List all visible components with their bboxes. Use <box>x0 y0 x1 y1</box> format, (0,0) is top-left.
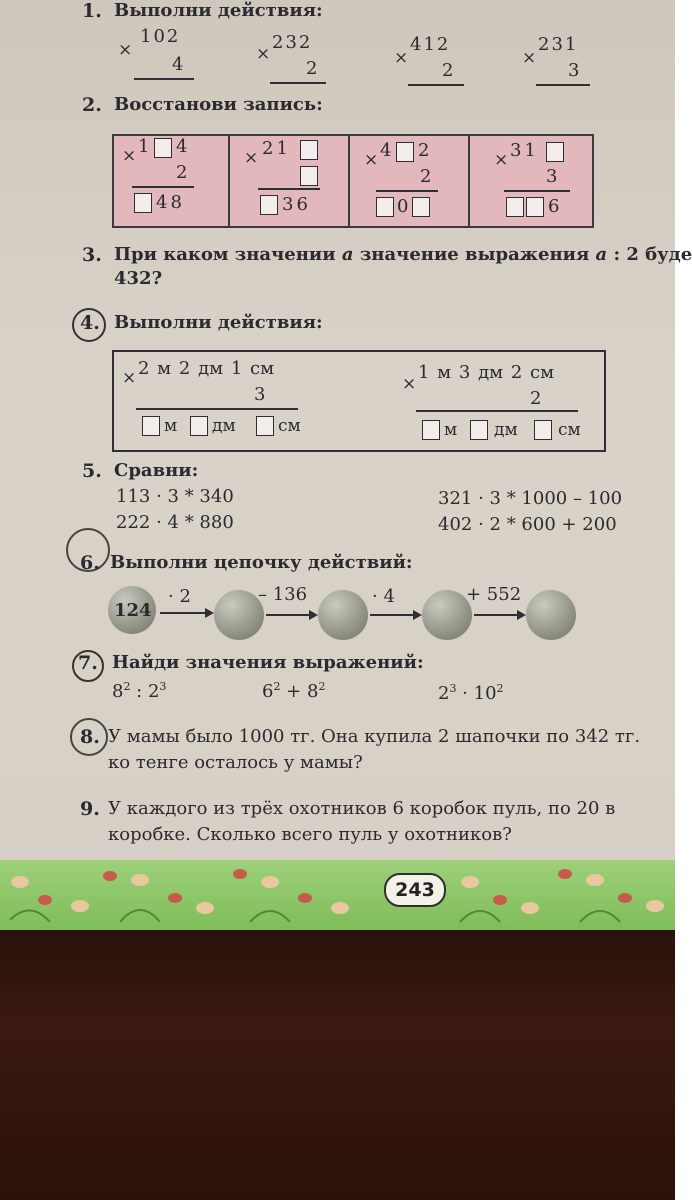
answer-box[interactable] <box>134 193 152 213</box>
task-5-left-1: 113 · 3 * 340 <box>116 486 234 507</box>
multiply-sign: × <box>364 150 379 170</box>
exponent: 3 <box>449 682 457 695</box>
task-4-right-multiplier: 2 <box>530 388 542 409</box>
task-5-right-2: 402 · 2 * 600 + 200 <box>438 514 617 535</box>
cell-2-top-digits: 21 <box>262 138 291 159</box>
task-3-question <box>114 244 692 265</box>
answer-box[interactable] <box>422 420 440 440</box>
answer-box[interactable] <box>190 416 208 436</box>
task-9-number: 9. <box>80 798 100 820</box>
answer-box[interactable] <box>154 138 172 158</box>
exponent: 2 <box>123 680 131 693</box>
answer-box[interactable] <box>546 142 564 162</box>
underline <box>536 84 590 86</box>
chain-op-4: + 552 <box>466 584 522 605</box>
task-7-expr-3 <box>438 682 504 704</box>
underline <box>134 78 194 80</box>
exponent: 3 <box>159 680 167 693</box>
task-6-number: 6. <box>80 552 100 574</box>
arrow-icon <box>370 614 420 616</box>
task-1-item-3-top: 412 <box>410 34 451 55</box>
cell-1-top-digit: 4 <box>176 136 188 157</box>
exponent: 2 <box>496 682 504 695</box>
task-7-expr-1 <box>112 680 166 702</box>
task-4-left-expression: 2 м 2 дм 1 см <box>138 358 275 379</box>
arrow-icon <box>474 614 524 616</box>
answer-box[interactable] <box>376 197 394 217</box>
base: 8 <box>306 681 319 702</box>
underline <box>270 82 326 84</box>
task-9-line-1: У каждого из трёх охотников 6 коробок пуль, по 20 в <box>108 798 616 819</box>
task-3-line-2: 432? <box>114 268 163 289</box>
answer-box[interactable] <box>300 166 318 186</box>
multiply-sign: × <box>122 146 137 166</box>
operator: · <box>456 683 474 704</box>
task-1-item-4-bottom: 3 <box>568 60 580 81</box>
task-3-text: значение выражения <box>353 244 596 265</box>
task-7-number: 7. <box>78 652 98 674</box>
chain-start-value: 124 <box>114 600 152 621</box>
unit-cm: см <box>278 416 301 436</box>
wooden-table-surface <box>0 930 675 1200</box>
task-5-left-2: 222 · 4 * 880 <box>116 512 234 533</box>
answer-box[interactable] <box>526 197 544 217</box>
task-1-item-1-top: 102 <box>140 26 181 47</box>
answer-box[interactable] <box>534 420 552 440</box>
chain-ball-2[interactable] <box>318 590 368 640</box>
unit-cm: см <box>558 420 581 440</box>
task-4-title: Выполни действия: <box>114 312 323 333</box>
task-1-item-4-top: 231 <box>538 34 579 55</box>
chain-op-2: – 136 <box>258 584 308 605</box>
variable-a: а <box>341 244 354 265</box>
answer-box[interactable] <box>260 195 278 215</box>
base: 10 <box>473 683 497 704</box>
base: 6 <box>262 681 274 702</box>
multiply-sign: × <box>494 150 509 170</box>
multiply-sign: × <box>256 44 271 64</box>
operator: + <box>280 681 307 702</box>
task-4-left-multiplier: 3 <box>254 384 266 405</box>
task-3-text: : 2 буде <box>607 244 692 265</box>
task-5-title: Сравни: <box>114 460 199 481</box>
multiply-sign: × <box>402 374 417 394</box>
task-1-item-3-bottom: 2 <box>442 60 454 81</box>
chain-op-1: · 2 <box>168 586 191 607</box>
multiply-sign: × <box>522 48 537 68</box>
unit-m: м <box>164 416 178 436</box>
underline <box>504 190 570 192</box>
task-1-item-2-top: 232 <box>272 32 313 53</box>
task-1-number: 1. <box>82 0 102 22</box>
multiply-sign: × <box>394 48 409 68</box>
page-number: 243 <box>384 873 446 907</box>
task-1-item-2-bottom: 2 <box>306 58 318 79</box>
task-7-title: Найди значения выражений: <box>112 652 424 673</box>
task-8-line-1: У мамы было 1000 тг. Она купила 2 шапочки по 342 тг. <box>108 726 641 747</box>
arrow-icon <box>160 612 212 614</box>
task-9-line-2: коробке. Сколько всего пуль у охотников? <box>108 824 512 845</box>
underline <box>408 84 464 86</box>
cell-1-top-digit: 1 <box>138 136 150 157</box>
chain-ball-4[interactable] <box>526 590 576 640</box>
task-5-right-1: 321 · 3 * 1000 – 100 <box>438 488 623 509</box>
unit-dm: дм <box>494 420 518 440</box>
unit-dm: дм <box>212 416 236 436</box>
cell-4-top-digits: 31 <box>510 140 539 161</box>
cell-3-result: 0 <box>397 196 409 217</box>
underline <box>376 190 438 192</box>
base: 2 <box>147 681 160 702</box>
multiply-sign: × <box>244 148 259 168</box>
task-6-title: Выполни цепочку действий: <box>110 552 413 573</box>
cell-3-top-digit: 4 <box>380 140 392 161</box>
cell-2-result: 36 <box>282 194 311 215</box>
task-4-number: 4. <box>80 312 100 334</box>
task-2-title: Восстанови запись: <box>114 94 323 115</box>
operator: : <box>130 681 148 702</box>
task-8-line-2: ко тенге осталось у мамы? <box>108 752 363 773</box>
task-3-number: 3. <box>82 244 102 266</box>
answer-box[interactable] <box>412 197 430 217</box>
underline <box>132 186 194 188</box>
task-2-number: 2. <box>82 94 102 116</box>
answer-box[interactable] <box>256 416 274 436</box>
answer-box[interactable] <box>396 142 414 162</box>
multiply-sign: × <box>118 40 133 60</box>
cell-3-top-digit: 2 <box>418 140 430 161</box>
task-1-item-1-bottom: 4 <box>172 54 184 75</box>
task-7-expr-2 <box>262 680 325 702</box>
answer-box[interactable] <box>470 420 488 440</box>
cell-4-bottom: 3 <box>546 166 558 187</box>
cell-1-bottom: 2 <box>176 162 188 183</box>
decorative-flower-border <box>0 860 675 930</box>
answer-box[interactable] <box>300 140 318 160</box>
task-8-number: 8. <box>80 726 100 748</box>
chain-ball-1[interactable] <box>214 590 264 640</box>
underline <box>416 410 578 412</box>
task-4-right-expression: 1 м 3 дм 2 см <box>418 362 555 383</box>
cell-4-result: 6 <box>548 196 560 217</box>
base: 8 <box>112 681 124 702</box>
task-1-title: Выполни действия: <box>114 0 323 21</box>
underline <box>258 188 320 190</box>
task-3-text: При каком значении <box>114 244 342 265</box>
arrow-icon <box>266 614 316 616</box>
task-5-number: 5. <box>82 460 102 482</box>
chain-ball-3[interactable] <box>422 590 472 640</box>
exponent: 2 <box>318 680 326 693</box>
base: 2 <box>438 683 450 704</box>
answer-box[interactable] <box>142 416 160 436</box>
chain-op-3: · 4 <box>372 586 395 607</box>
multiply-sign: × <box>122 368 137 388</box>
answer-box[interactable] <box>506 197 524 217</box>
underline <box>136 408 298 410</box>
tulip-pattern-icon <box>0 860 675 930</box>
cell-1-result: 48 <box>156 192 185 213</box>
variable-a: а <box>595 244 608 265</box>
cell-3-bottom: 2 <box>420 166 432 187</box>
unit-m: м <box>444 420 458 440</box>
exponent: 2 <box>273 680 281 693</box>
